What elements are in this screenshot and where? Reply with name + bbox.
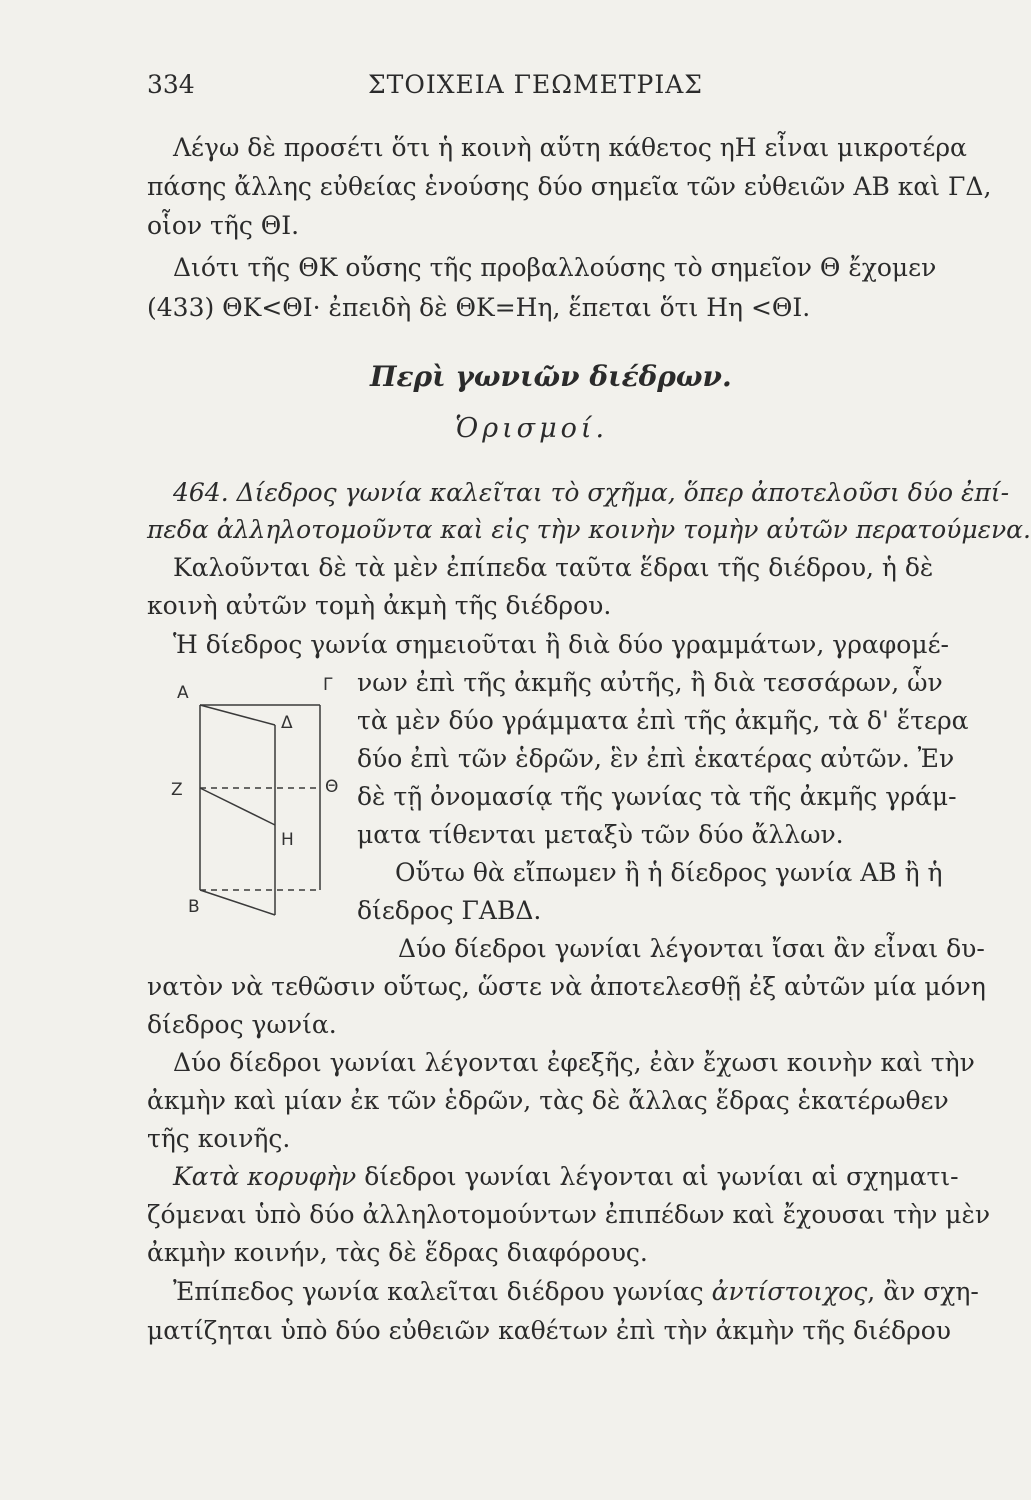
para1-line3: οἷον τῆς ΘΙ. — [147, 211, 300, 240]
para2-line1: Διότι τῆς ΘΚ οὔσης τῆς προβαλλούσης τὸ σημεῖον Θ ἔχομεν — [173, 253, 937, 282]
edge-B-bottom — [200, 890, 275, 915]
para4-line4: δύο ἐπὶ τῶν ἑδρῶν, ἓν ἐπὶ ἑκατέρας αὐτῶν. Ἐν — [357, 744, 955, 773]
para8-line3: ἀκμὴν κοινήν, τὰς δὲ ἕδρας διαφόρους. — [147, 1238, 648, 1267]
para9-line1-b: , ἂν σχη- — [867, 1277, 979, 1306]
section-subtitle: Ὁρισμοί. — [455, 413, 609, 444]
edge-A-D — [200, 705, 275, 725]
para3-line2: κοινὴ αὐτῶν τομὴ ἀκμὴ τῆς διέδρου. — [147, 591, 612, 620]
para6-line2: νατὸν νὰ τεθῶσιν οὕτως, ὥστε νὰ ἀποτελεσθῇ ἐξ αὐτῶν μία μόνη — [147, 972, 986, 1001]
para4-line6: ματα τίθενται μεταξὺ τῶν δύο ἄλλων. — [357, 820, 844, 849]
para8-line1-rest: δίεδροι γωνίαι λέγονται αἱ γωνίαι αἱ σχηματι- — [356, 1162, 959, 1191]
para8-line1 — [173, 1162, 959, 1192]
para6-line3: δίεδρος γωνία. — [147, 1010, 337, 1039]
dihedral-angle-figure — [155, 660, 345, 945]
label-Z: Z — [171, 780, 183, 800]
label-H: H — [281, 830, 294, 850]
label-B: B — [188, 897, 200, 917]
para6-line1: Δύο δίεδροι γωνίαι λέγονται ἴσαι ἂν εἶναι δυ- — [398, 934, 985, 963]
para1-line1: Λέγω δὲ προσέτι ὅτι ἡ κοινὴ αὕτη κάθετος ηΗ εἶναι μικροτέρα — [173, 133, 967, 162]
para8-term: Κατὰ κορυφὴν — [173, 1162, 357, 1191]
para9-line1 — [173, 1277, 979, 1307]
para4-line1: Ἡ δίεδρος γωνία σημειοῦται ἢ διὰ δύο γραμμάτων, γραφομέ- — [173, 630, 950, 659]
para9-term: ἀντίστοιχος — [711, 1277, 868, 1306]
label-A: A — [177, 683, 189, 703]
para4-line3: τὰ μὲν δύο γράμματα ἐπὶ τῆς ἀκμῆς, τὰ δ' ἕτερα — [357, 706, 969, 735]
para4-line5: δὲ τῇ ὀνομασίᾳ τῆς γωνίας τὰ τῆς ἀκμῆς γράμ- — [357, 782, 957, 811]
para7-line2: ἀκμὴν καὶ μίαν ἐκ τῶν ἑδρῶν, τὰς δὲ ἄλλας ἕδρας ἑκατέρωθεν — [147, 1086, 949, 1115]
para5-line1: Οὕτω θὰ εἴπωμεν ἢ ἡ δίεδρος γωνία ΑΒ ἢ ἡ — [395, 858, 943, 887]
label-D: Δ — [281, 713, 293, 733]
section-title: Περὶ γωνιῶν διέδρων. — [370, 360, 732, 393]
line-Z-H — [200, 788, 275, 825]
para5-line2: δίεδρος ΓΑΒΔ. — [357, 896, 542, 925]
para4-line2: νων ἐπὶ τῆς ἀκμῆς αὐτῆς, ἢ διὰ τεσσάρων, ὧν — [357, 668, 943, 697]
para2-line2: (433) ΘΚ<ΘΙ· ἐπειδὴ δὲ ΘΚ=Ηη, ἕπεται ὅτι Ηη <ΘΙ. — [147, 293, 811, 322]
running-title: ΣΤΟΙΧΕΙΑ ΓΕΩΜΕΤΡΙΑΣ — [368, 70, 703, 99]
definition-464-line1: 464. Δίεδρος γωνία καλεῖται τὸ σχῆμα, ὅπερ ἀποτελοῦσι δύο ἐπί- — [173, 478, 1010, 507]
para3-line1: Καλοῦνται δὲ τὰ μὲν ἐπίπεδα ταῦτα ἕδραι τῆς διέδρου, ἡ δὲ — [173, 553, 934, 582]
page-number: 334 — [147, 70, 195, 99]
label-Th: Θ — [325, 777, 339, 797]
para8-line2: ζόμεναι ὑπὸ δύο ἀλληλοτομούντων ἐπιπέδων καὶ ἔχουσαι τὴν μὲν — [147, 1200, 991, 1229]
para7-line3: τῆς κοινῆς. — [147, 1124, 291, 1153]
definition-464-line2: πεδα ἀλληλοτομοῦντα καὶ εἰς τὴν κοινὴν τομὴν αὐτῶν περατούμενα. — [147, 515, 1031, 544]
para9-line1-a: Ἐπίπεδος γωνία καλεῖται διέδρου γωνίας — [173, 1277, 712, 1306]
para1-line2: πάσης ἄλλης εὐθείας ἑνούσης δύο σημεῖα τῶν εὐθειῶν ΑΒ καὶ ΓΔ, — [147, 172, 992, 201]
para9-line2: ματίζηται ὑπὸ δύο εὐθειῶν καθέτων ἐπὶ τὴν ἀκμὴν τῆς διέδρου — [147, 1316, 951, 1345]
label-G: Γ — [323, 675, 333, 695]
para7-line1: Δύο δίεδροι γωνίαι λέγονται ἐφεξῆς, ἐὰν ἔχωσι κοινὴν καὶ τὴν — [173, 1048, 975, 1077]
